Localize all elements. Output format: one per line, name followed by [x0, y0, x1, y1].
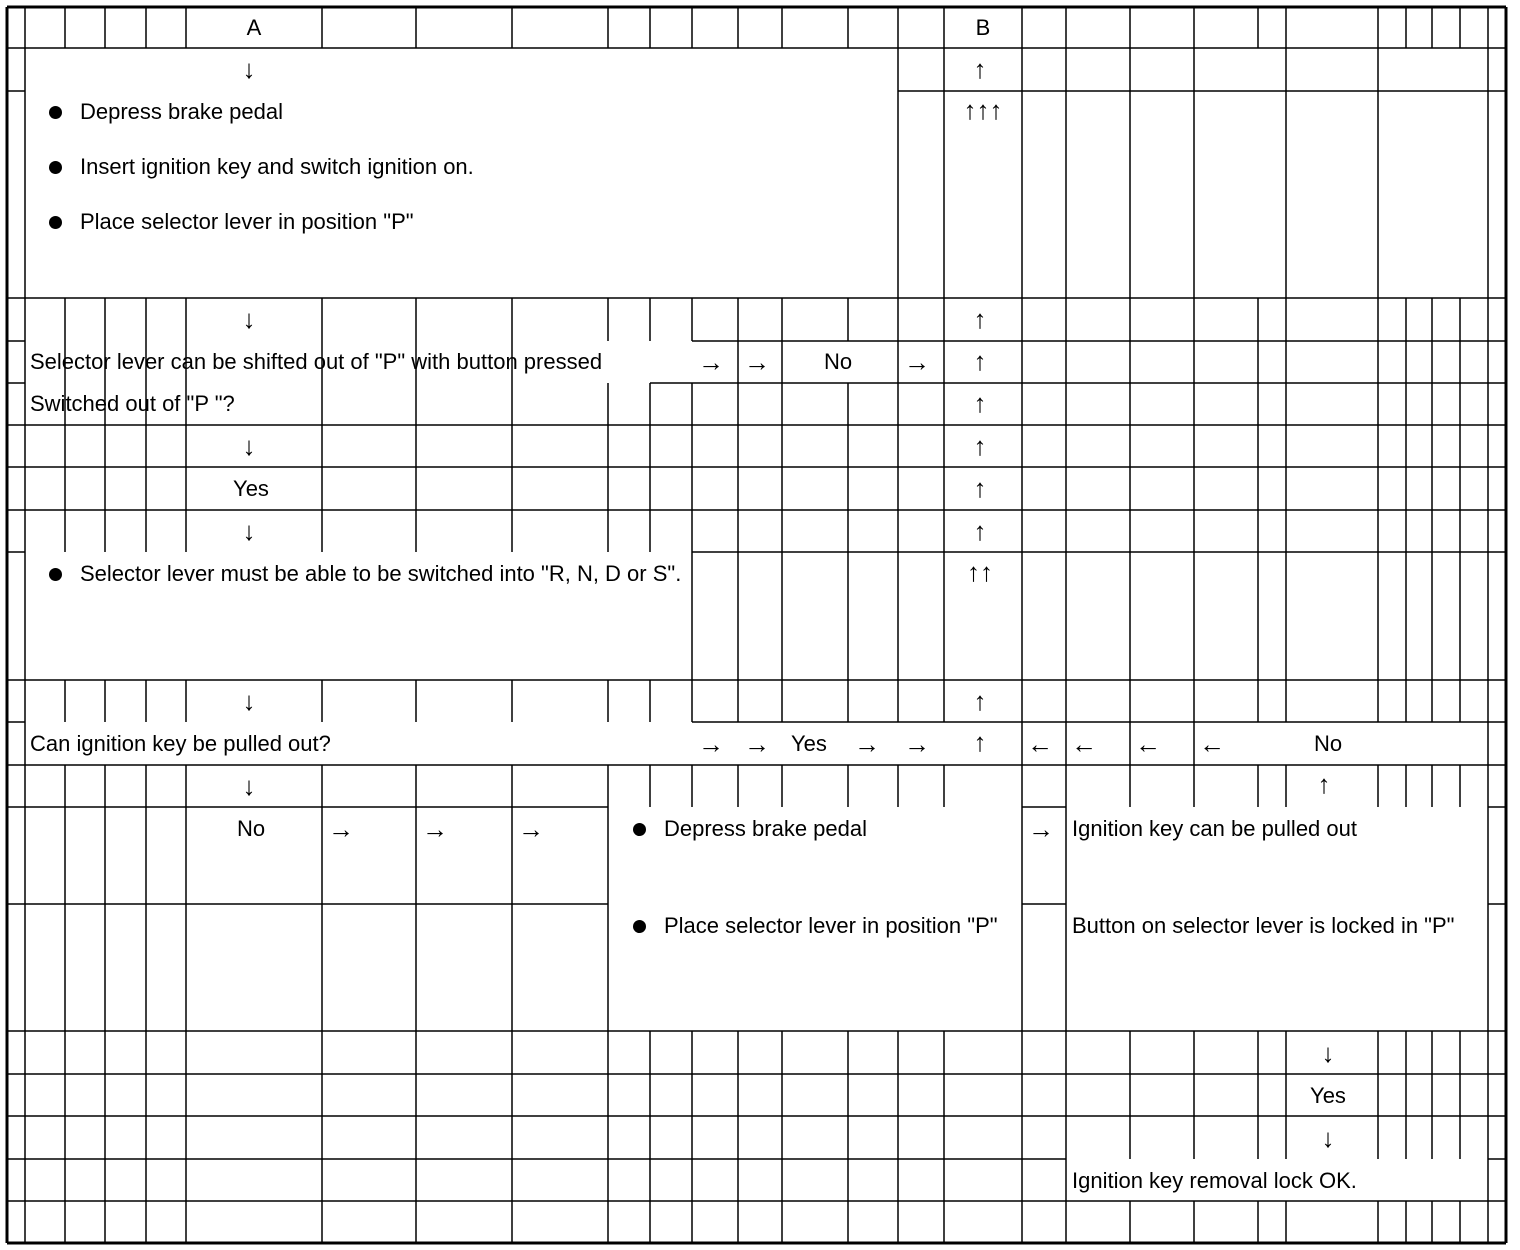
label-a: A [246, 15, 262, 40]
arrow-down-icon: ↓ [242, 431, 256, 461]
q3-no: No [1313, 731, 1343, 756]
bullet-icon [49, 568, 62, 581]
question-switched-out: Switched out of "P "? [30, 391, 235, 416]
arrow-down-icon: ↓ [242, 516, 256, 546]
arrow-up-icon: ↑ [973, 431, 987, 461]
bullet-icon [49, 161, 62, 174]
step3-place-p: Place selector lever in position "P" [664, 913, 998, 938]
arrow-up-triple-icon: ↑↑↑ [963, 95, 1003, 125]
label-b: B [975, 15, 991, 40]
bullet-icon [49, 216, 62, 229]
final-yes: Yes [1310, 1083, 1346, 1108]
q2-no: No [236, 816, 266, 841]
arrow-right-icon: → [1028, 814, 1054, 844]
arrow-left-icon: ← [1071, 729, 1097, 759]
arrow-left-icon: ← [1027, 729, 1053, 759]
arrow-right-icon: → [904, 347, 930, 377]
bullet-icon [633, 920, 646, 933]
step1-insert-key: Insert ignition key and switch ignition on. [80, 154, 474, 179]
arrow-down-icon: ↓ [242, 686, 256, 716]
arrow-up-icon: ↑ [973, 686, 987, 716]
arrow-up-icon: ↑ [973, 304, 987, 334]
result-key-pulled: Ignition key can be pulled out [1072, 816, 1357, 841]
arrow-left-icon: ← [1135, 729, 1161, 759]
arrow-up-icon: ↑ [973, 346, 987, 376]
arrow-up-icon: ↑ [973, 727, 987, 757]
bullet-icon [633, 823, 646, 836]
arrow-up-icon: ↑ [973, 516, 987, 546]
q2-yes: Yes [791, 731, 827, 756]
arrow-up-double-icon: ↑↑ [967, 557, 993, 587]
q1-no: No [823, 349, 853, 374]
arrow-right-icon: → [518, 814, 544, 844]
arrow-right-icon: → [744, 729, 770, 759]
arrow-up-icon: ↑ [973, 388, 987, 418]
arrow-right-icon: → [744, 347, 770, 377]
step1-place-p: Place selector lever in position "P" [80, 209, 414, 234]
arrow-left-icon: ← [1199, 729, 1225, 759]
arrow-down-icon: ↓ [242, 54, 256, 84]
step2-switch-rnds: Selector lever must be able to be switched into "R, N, D or S". [80, 561, 682, 586]
step1-depress-brake: Depress brake pedal [80, 99, 284, 124]
arrow-right-icon: → [904, 729, 930, 759]
arrow-right-icon: → [422, 814, 448, 844]
arrow-down-icon: ↓ [242, 304, 256, 334]
arrow-right-icon: → [698, 729, 724, 759]
arrow-up-icon: ↑ [973, 54, 987, 84]
question-shift-out: Selector lever can be shifted out of "P" with button pressed [30, 349, 603, 374]
arrow-down-icon: ↓ [242, 771, 256, 801]
arrow-up-icon: ↑ [1317, 769, 1331, 799]
result-button-locked: Button on selector lever is locked in "P" [1072, 913, 1455, 938]
arrow-right-icon: → [328, 814, 354, 844]
arrow-right-icon: → [698, 347, 724, 377]
result-lock-ok: Ignition key removal lock OK. [1072, 1168, 1357, 1193]
bullet-icon [49, 106, 62, 119]
arrow-down-icon: ↓ [1321, 1038, 1335, 1068]
arrow-up-icon: ↑ [973, 473, 987, 503]
arrow-down-icon: ↓ [1321, 1123, 1335, 1153]
arrow-right-icon: → [854, 729, 880, 759]
q1-yes: Yes [233, 476, 269, 501]
question-pull-key: Can ignition key be pulled out? [30, 731, 331, 756]
step3-depress-brake: Depress brake pedal [664, 816, 868, 841]
